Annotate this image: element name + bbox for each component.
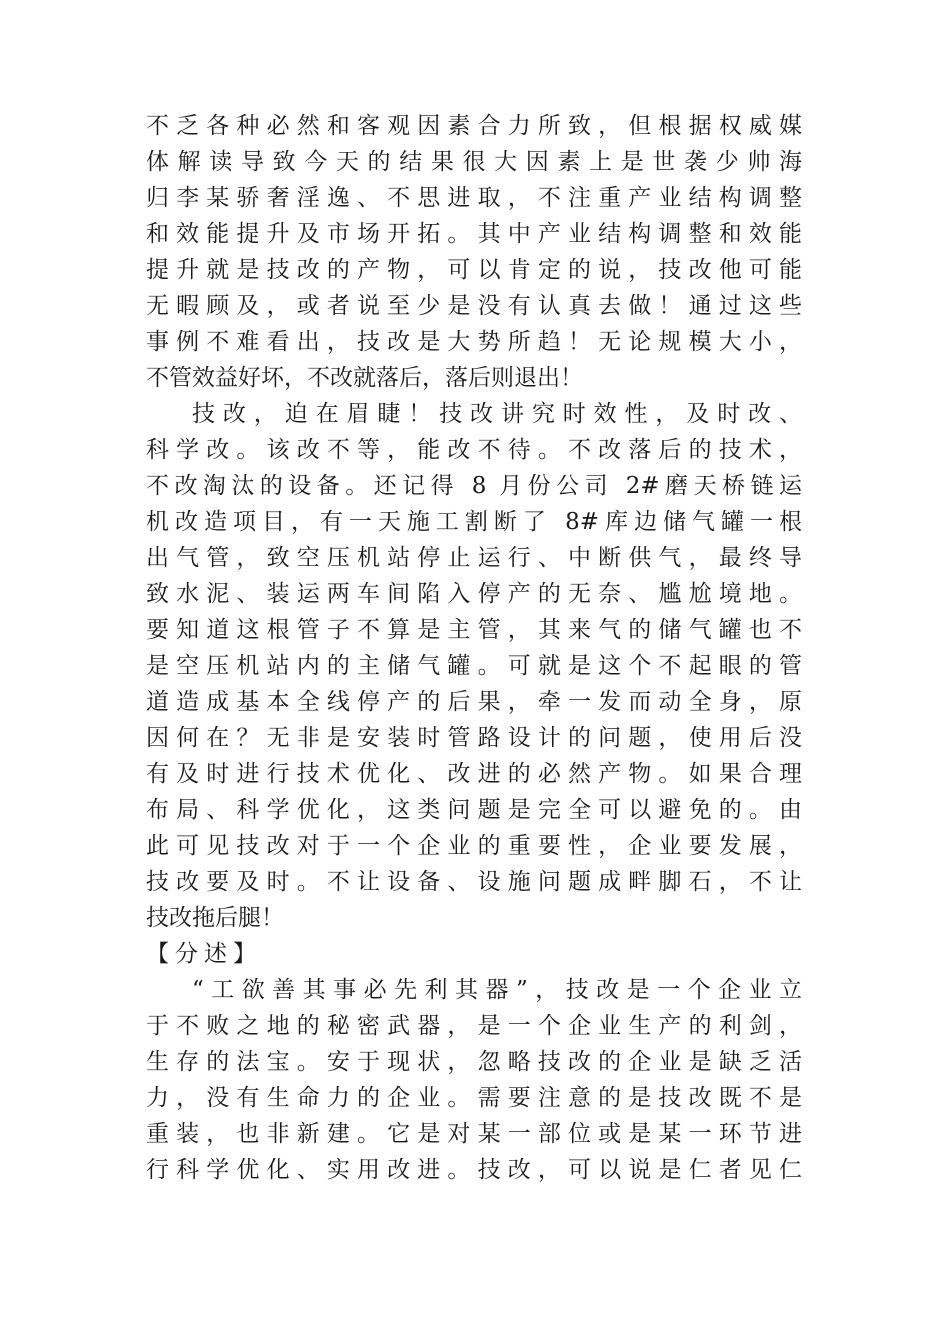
text-line: 于不败之地的秘密武器，是一个企业生产的利剑， bbox=[146, 1013, 802, 1039]
body-text bbox=[146, 108, 802, 1188]
text-line: 提升就是技改的产物，可以肯定的说，技改他可能 bbox=[146, 257, 802, 283]
text-line: 不改淘汰的设备。还记得 8 月份公司 2#磨天桥链运 bbox=[146, 473, 802, 499]
text-line: 道造成基本全线停产的后果，牵一发而动全身，原 bbox=[146, 689, 802, 715]
text-line: 机改造项目，有一天施工割断了 8#库边储气罐一根 bbox=[146, 509, 802, 535]
text-line: 要知道这根管子不算是主管，其来气的储气罐也不 bbox=[146, 617, 802, 643]
text-line: 不乏各种必然和客观因素合力所致，但根据权威媒 bbox=[146, 113, 802, 139]
text-line: 生存的法宝。安于现状，忽略技改的企业是缺乏活 bbox=[146, 1049, 802, 1075]
text-line: 致水泥、装运两车间陷入停产的无奈、尴尬境地。 bbox=[146, 581, 802, 607]
text-line: 重装，也非新建。它是对某一部位或是某一环节进 bbox=[146, 1121, 802, 1147]
text-line: 布局、科学优化，这类问题是完全可以避免的。由 bbox=[146, 797, 802, 823]
text-line: 行科学优化、实用改进。技改，可以说是仁者见仁 bbox=[146, 1157, 802, 1183]
section-heading: 【分述】 bbox=[146, 941, 262, 967]
text-line: 是空压机站内的主储气罐。可就是这个不起眼的管 bbox=[146, 653, 802, 679]
text-line: 此可见技改对于一个企业的重要性，企业要发展， bbox=[146, 833, 802, 859]
text-line: 无暇顾及，或者说至少是没有认真去做！通过这些 bbox=[146, 293, 802, 319]
paragraph-start-line: 技改，迫在眉睫！技改讲究时效性，及时改、 bbox=[192, 401, 802, 427]
text-line: 技改拖后腿！ bbox=[146, 905, 284, 931]
text-line: 出气管，致空压机站停止运行、中断供气，最终导 bbox=[146, 545, 802, 571]
text-line: 事例不难看出，技改是大势所趋！无论规模大小， bbox=[146, 329, 802, 355]
text-line: 体解读导致今天的结果很大因素上是世袭少帅海 bbox=[146, 149, 802, 175]
text-line: 有及时进行技术优化、改进的必然产物。如果合理 bbox=[146, 761, 802, 787]
text-line: 技改要及时。不让设备、设施问题成畔脚石，不让 bbox=[146, 869, 802, 895]
text-line: 力，没有生命力的企业。需要注意的是技改既不是 bbox=[146, 1085, 802, 1111]
text-line: 科学改。该改不等，能改不待。不改落后的技术， bbox=[146, 437, 802, 463]
text-line: 不管效益好坏，不改就落后，落后则退出！ bbox=[146, 365, 583, 391]
text-line: 和效能提升及市场开拓。其中产业结构调整和效能 bbox=[146, 221, 802, 247]
paragraph-start-line: “工欲善其事必先利其器”，技改是一个企业立 bbox=[192, 977, 802, 1003]
text-line: 归李某骄奢淫逸、不思进取，不注重产业结构调整 bbox=[146, 185, 802, 211]
text-line: 因何在？无非是安装时管路设计的问题，使用后没 bbox=[146, 725, 802, 751]
